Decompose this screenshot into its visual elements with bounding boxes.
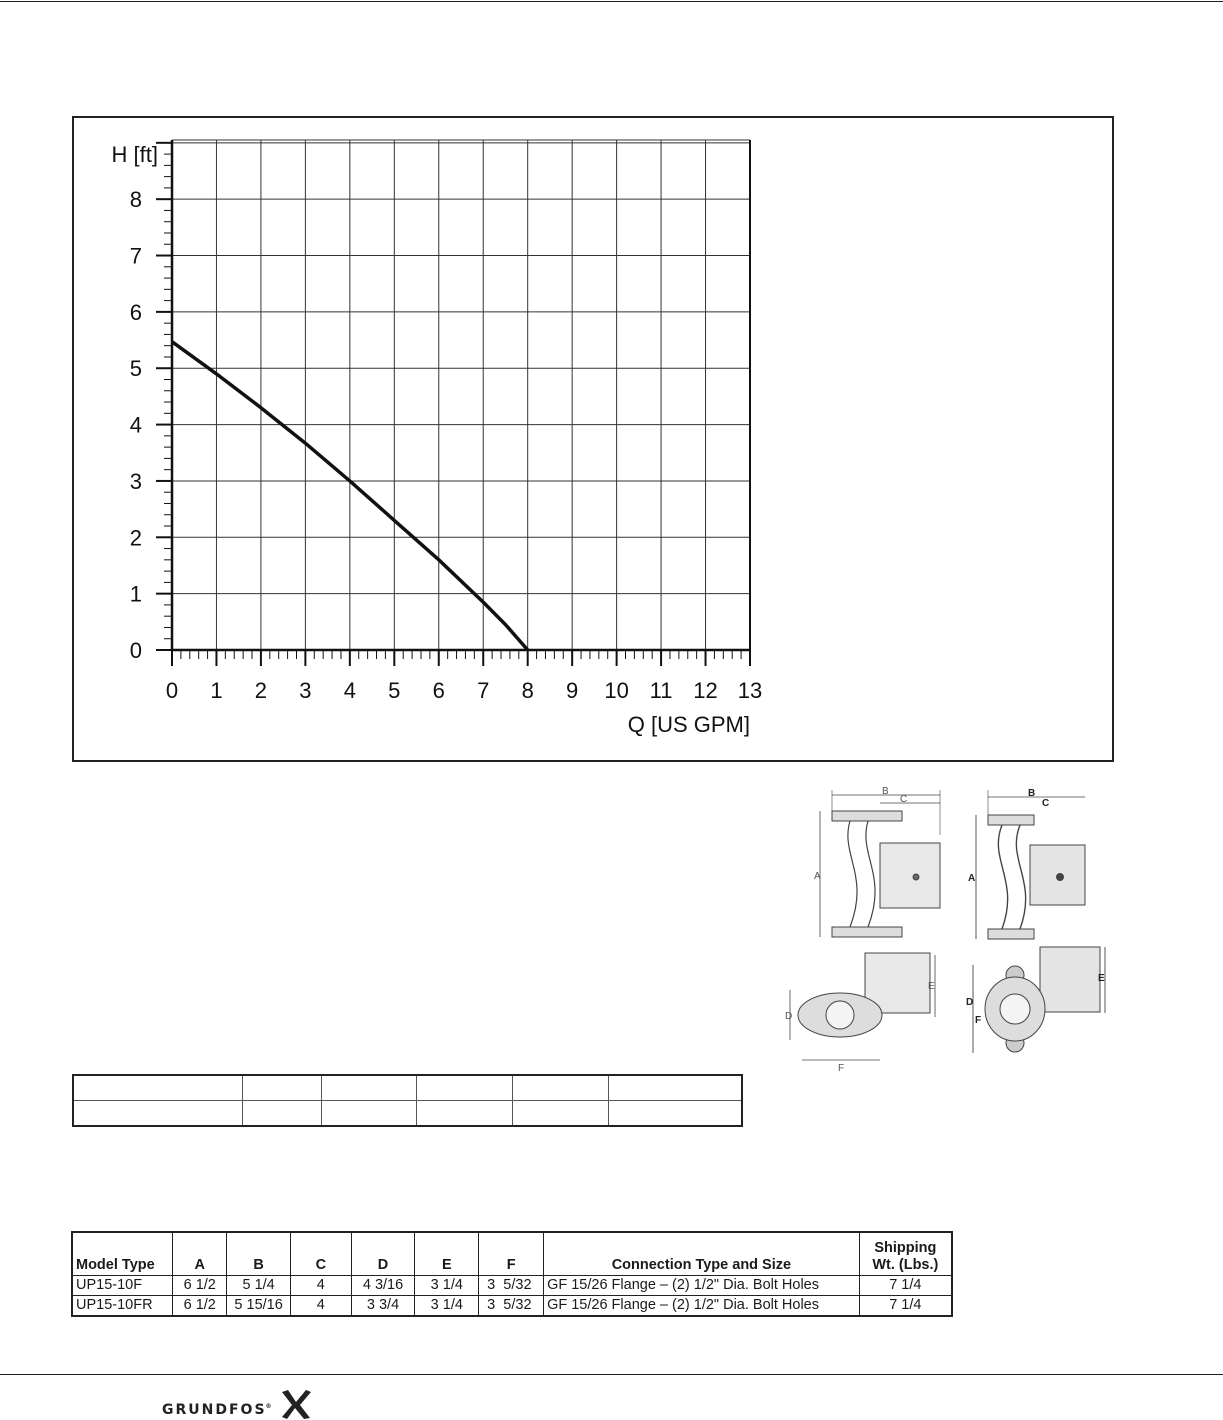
table-header-row xyxy=(72,1232,952,1276)
cell-c: 4 xyxy=(291,1296,352,1317)
x-tick-label: 0 xyxy=(165,678,179,703)
y-axis-label: H [ft] xyxy=(111,142,158,167)
cell-e: 3 1/4 xyxy=(415,1296,479,1317)
y-tick-label: 3 xyxy=(129,468,142,494)
x-tick-label: 7 xyxy=(477,678,490,703)
dim-label-b-2: B xyxy=(1028,788,1036,799)
dimensions-table xyxy=(71,1231,953,1317)
top-view-drawing-union xyxy=(966,947,1105,1053)
cell-f: 3 5/32 xyxy=(479,1276,544,1296)
dim-label-e-1: E xyxy=(928,981,935,992)
cell-model: UP15-10FR xyxy=(72,1296,173,1317)
dim-label-d-2: D xyxy=(966,997,974,1008)
dim-label-d-1: D xyxy=(785,1011,793,1022)
grundfos-logo xyxy=(162,1388,314,1420)
performance-chart xyxy=(74,118,1114,762)
dim-label-f-1: F xyxy=(838,1063,845,1074)
x-tick-label: 10 xyxy=(604,678,629,703)
cell-c: 4 xyxy=(291,1276,352,1296)
performance-chart-frame xyxy=(72,116,1114,762)
cell-b: 5 1/4 xyxy=(227,1276,291,1296)
header-c: C xyxy=(291,1232,352,1276)
x-tick-label: 4 xyxy=(343,678,356,703)
side-view-drawing-flanged xyxy=(814,786,940,937)
grundfos-man-icon xyxy=(278,1388,314,1420)
cell-e: 3 1/4 xyxy=(415,1276,479,1296)
bottom-rule xyxy=(0,1374,1223,1375)
y-tick-label: 1 xyxy=(129,581,142,607)
cell-d: 4 3/16 xyxy=(351,1276,415,1296)
cell-a: 6 1/2 xyxy=(173,1296,227,1317)
y-tick-label: 8 xyxy=(129,187,142,213)
x-tick-label: 6 xyxy=(432,678,445,703)
x-tick-label: 1 xyxy=(210,678,223,703)
logo-wordmark: GRUNDFOS® xyxy=(162,1402,274,1418)
x-tick-label: 13 xyxy=(737,678,763,703)
x-tick-label: 2 xyxy=(254,678,268,703)
cell-model: UP15-10F xyxy=(72,1276,173,1296)
y-tick-label: 2 xyxy=(129,525,142,551)
x-tick-label: 12 xyxy=(693,678,718,703)
y-tick-label: 7 xyxy=(129,243,142,269)
blank-table-row xyxy=(73,1075,742,1101)
dim-label-a-2: A xyxy=(968,873,976,884)
y-tick-label: 4 xyxy=(129,412,142,438)
pump-dimension-drawings xyxy=(780,785,1120,1075)
y-tick-label: 5 xyxy=(129,356,142,382)
cell-connection: GF 15/26 Flange – (2) 1/2" Dia. Bolt Holes xyxy=(544,1276,860,1296)
header-d: D xyxy=(351,1232,415,1276)
cell-shipping-weight: 7 1/4 xyxy=(859,1276,952,1296)
x-tick-label: 9 xyxy=(566,678,579,703)
cell-f: 3 5/32 xyxy=(479,1296,544,1317)
header-model-type: Model Type xyxy=(72,1232,173,1276)
top-view-drawing-flanged xyxy=(785,953,935,1074)
header-shipping-weight: Shipping Wt. (Lbs.) xyxy=(859,1232,952,1276)
table-row xyxy=(72,1296,952,1317)
dim-label-e-2: E xyxy=(1098,973,1105,984)
header-e: E xyxy=(415,1232,479,1276)
header-b: B xyxy=(227,1232,291,1276)
cell-b: 5 15/16 xyxy=(227,1296,291,1317)
cell-connection: GF 15/26 Flange – (2) 1/2" Dia. Bolt Holes xyxy=(544,1296,860,1317)
cell-d: 3 3/4 xyxy=(351,1296,415,1317)
dim-label-c-1: C xyxy=(900,794,908,805)
x-tick-label: 8 xyxy=(521,678,534,703)
dim-label-c-2: C xyxy=(1042,798,1050,809)
x-tick-label: 3 xyxy=(299,678,312,703)
dim-label-b-1: B xyxy=(882,786,889,797)
side-view-drawing-union xyxy=(968,788,1085,939)
cell-a: 6 1/2 xyxy=(173,1276,227,1296)
y-tick-label: 0 xyxy=(129,638,142,663)
top-rule xyxy=(0,1,1223,2)
blank-table xyxy=(72,1074,743,1127)
y-tick-label: 6 xyxy=(129,299,142,325)
header-connection: Connection Type and Size xyxy=(544,1232,860,1276)
x-tick-label: 5 xyxy=(388,678,401,703)
x-axis-label: Q [US GPM] xyxy=(627,712,750,737)
header-a: A xyxy=(173,1232,227,1276)
blank-table-row xyxy=(73,1101,742,1127)
dim-label-a-1: A xyxy=(814,871,821,882)
table-row xyxy=(72,1276,952,1296)
dim-label-f-2: F xyxy=(975,1015,982,1026)
header-f: F xyxy=(479,1232,544,1276)
x-tick-label: 11 xyxy=(649,678,673,703)
cell-shipping-weight: 7 1/4 xyxy=(859,1296,952,1317)
